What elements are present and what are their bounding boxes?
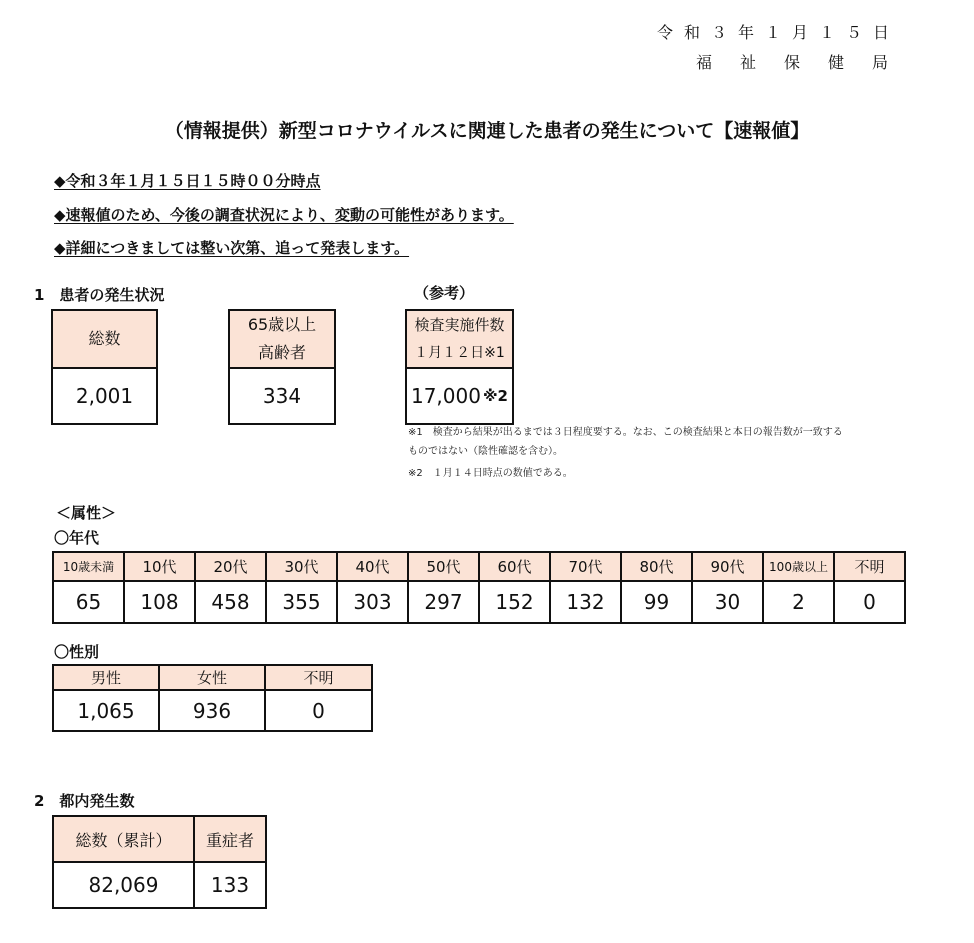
tests-value-note: ※2 bbox=[482, 387, 508, 405]
bullet-preliminary-note: ◆速報値のため、今後の調査状況により、変動の可能性があります。 bbox=[54, 206, 514, 224]
bullet-details-note: ◆詳細につきましては整い次第、追って発表します。 bbox=[54, 239, 410, 257]
section1-heading: 1 患者の発生状況 bbox=[34, 286, 165, 304]
tokyo-value: 82,069 bbox=[53, 862, 194, 908]
sex-col-header: 女性 bbox=[159, 665, 265, 690]
tokyo-header-row bbox=[53, 816, 266, 862]
age-header-row bbox=[53, 552, 905, 581]
attributes-heading: ＜属性＞ bbox=[56, 504, 117, 522]
sex-col-header: 男性 bbox=[53, 665, 159, 690]
age-col-header: 100歳以上 bbox=[763, 552, 834, 581]
total-cases-label: 総数 bbox=[53, 311, 156, 369]
age-col-header: 不明 bbox=[834, 552, 905, 581]
age-col-header: 10歳未満 bbox=[53, 552, 124, 581]
note-2: ※2 １月１４日時点の数値である。 bbox=[408, 468, 573, 479]
issuing-bureau: 福祉保健局 bbox=[695, 53, 916, 72]
tests-label bbox=[407, 311, 512, 369]
note-1: ※1 検査から結果が出るまでは３日程度要する。なお、この検査結果と本日の報告数が一致する bbox=[408, 427, 843, 438]
document-date: 令和３年１月１５日 bbox=[656, 23, 900, 42]
elderly-label bbox=[230, 311, 334, 369]
elderly-label-line2: 高齢者 bbox=[257, 343, 306, 362]
age-value: 152 bbox=[479, 581, 550, 623]
age-value: 99 bbox=[621, 581, 692, 623]
age-value: 65 bbox=[53, 581, 124, 623]
tests-label-line2: １月１２日※1 bbox=[414, 345, 505, 361]
tokyo-value: 133 bbox=[194, 862, 266, 908]
age-col-header: 20代 bbox=[195, 552, 266, 581]
bullet-timestamp: ◆令和３年１月１５日１５時００分時点 bbox=[54, 172, 321, 190]
section2-heading: 2 都内発生数 bbox=[34, 792, 135, 810]
reference-heading: （参考） bbox=[414, 284, 475, 302]
age-value-row bbox=[53, 581, 905, 623]
age-col-header: 10代 bbox=[124, 552, 195, 581]
age-col-header: 40代 bbox=[337, 552, 408, 581]
sex-value: 936 bbox=[159, 690, 265, 731]
elderly-box bbox=[228, 309, 336, 425]
age-value: 108 bbox=[124, 581, 195, 623]
tokyo-col-header: 重症者 bbox=[194, 816, 266, 862]
sex-col-header: 不明 bbox=[265, 665, 372, 690]
age-col-header: 60代 bbox=[479, 552, 550, 581]
tests-box bbox=[405, 309, 514, 425]
age-value: 355 bbox=[266, 581, 337, 623]
elderly-value: 334 bbox=[262, 384, 302, 408]
age-value: 303 bbox=[337, 581, 408, 623]
sex-value-row bbox=[53, 690, 372, 731]
age-col-header: 80代 bbox=[621, 552, 692, 581]
note-1-cont: ものではない（陰性確認を含む）。 bbox=[408, 446, 563, 457]
sex-table bbox=[52, 664, 373, 732]
total-cases-value: 2,001 bbox=[75, 384, 134, 408]
age-table bbox=[52, 551, 906, 624]
elderly-label-line1: 65歳以上 bbox=[247, 315, 317, 334]
age-heading: 〇年代 bbox=[54, 529, 100, 547]
page-title: （情報提供）新型コロナウイルスに関連した患者の発生について【速報値】 bbox=[164, 120, 810, 142]
age-col-header: 30代 bbox=[266, 552, 337, 581]
sex-value: 0 bbox=[265, 690, 372, 731]
tokyo-col-header: 総数（累計） bbox=[53, 816, 194, 862]
age-value: 132 bbox=[550, 581, 621, 623]
age-value: 458 bbox=[195, 581, 266, 623]
tests-value: 17,000 bbox=[410, 384, 481, 408]
tokyo-value-row bbox=[53, 862, 266, 908]
age-value: 0 bbox=[834, 581, 905, 623]
age-col-header: 70代 bbox=[550, 552, 621, 581]
age-col-header: 90代 bbox=[692, 552, 763, 581]
tokyo-total-table bbox=[52, 815, 267, 909]
sex-heading: 〇性別 bbox=[54, 643, 100, 661]
tests-label-line1: 検査実施件数 bbox=[414, 316, 505, 334]
age-value: 30 bbox=[692, 581, 763, 623]
age-value: 2 bbox=[763, 581, 834, 623]
age-col-header: 50代 bbox=[408, 552, 479, 581]
total-cases-box bbox=[51, 309, 158, 425]
age-value: 297 bbox=[408, 581, 479, 623]
sex-header-row bbox=[53, 665, 372, 690]
tests-value-row bbox=[407, 369, 512, 423]
sex-value: 1,065 bbox=[53, 690, 159, 731]
